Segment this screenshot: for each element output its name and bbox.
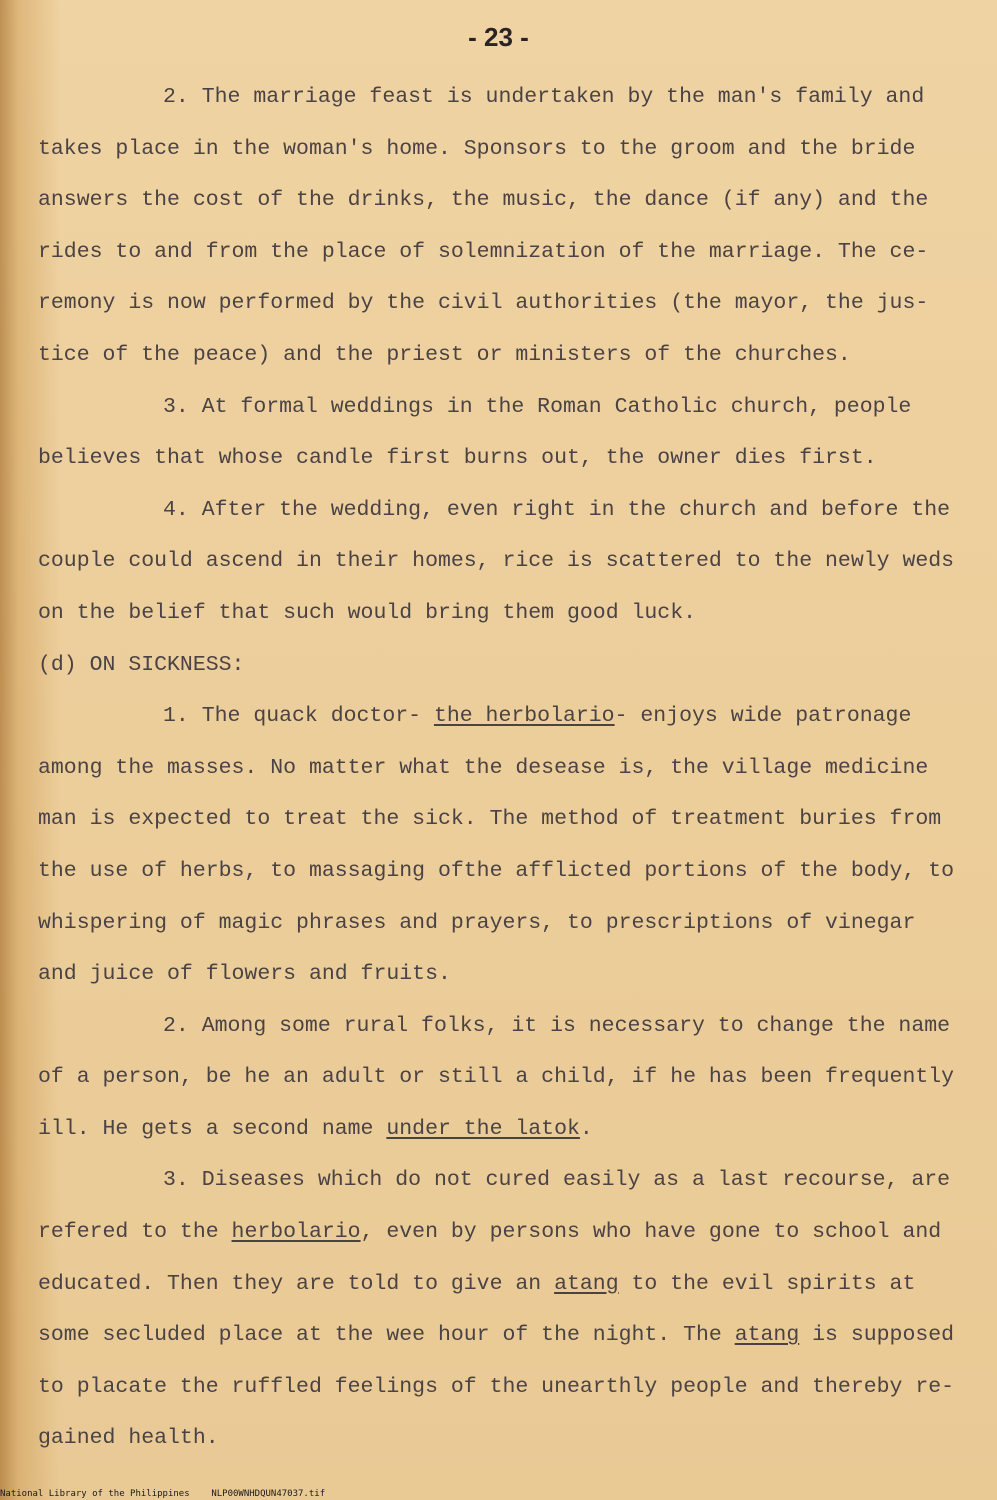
text-segment: is supposed	[799, 1323, 955, 1348]
text-segment: ill. He gets a second name	[38, 1116, 387, 1141]
text-line	[38, 691, 938, 743]
text-line: the use of herbs, to massaging ofthe afflicted portions of the body, to	[38, 858, 955, 883]
text-line: and juice of flowers and fruits.	[38, 962, 451, 987]
text-line	[38, 1259, 938, 1311]
text-line: rides to and from the place of solemnization of the marriage. The ce-	[38, 239, 929, 264]
text-line: man is expected to treat the sick. The method of treatment buries from	[38, 807, 942, 832]
text-line: to placate the ruffled feelings of the unearthly people and thereby re-	[38, 1374, 955, 1399]
text-segment: to the evil spirits at	[618, 1271, 916, 1296]
text-segment: some secluded place at the wee hour of the night. The	[38, 1323, 735, 1348]
text-line: tice of the peace) and the priest or ministers of the churches.	[38, 342, 851, 367]
text-segment: educated. Then they are told to give an	[38, 1271, 555, 1296]
text-line: 2. Among some rural folks, it is necessary to change the name	[163, 1013, 951, 1038]
text-line: whispering of magic phrases and prayers, to prescriptions of vinegar	[38, 910, 916, 935]
text-line: 4. After the wedding, even right in the church and before the	[163, 497, 951, 522]
underlined-term: herbolario	[231, 1220, 361, 1245]
text-line: answers the cost of the drinks, the music, the dance (if any) and the	[38, 188, 929, 213]
text-segment: .	[579, 1116, 593, 1141]
underlined-term: under the latok	[386, 1116, 580, 1141]
scan-footer: National Library of the Philippines NLP00WNHDQUN47037.tif	[0, 1489, 326, 1499]
underlined-term: atang	[554, 1271, 619, 1296]
text-line: remony is now performed by the civil authorities (the mayor, the jus-	[38, 291, 929, 316]
text-line: on the belief that such would bring them good luck.	[38, 600, 697, 625]
text-segment: , even by persons who have gone to school and	[360, 1220, 942, 1245]
text-line: of a person, be he an adult or still a child, if he has been frequently	[38, 1065, 955, 1090]
text-line: gained health.	[38, 1426, 219, 1451]
text-segment: - enjoys wide patronage	[614, 704, 912, 729]
text-line: 3. At formal weddings in the Roman Catholic church, people	[163, 394, 912, 419]
text-segment: 1. The quack doctor-	[163, 704, 434, 729]
page-number: - 23 -	[468, 22, 529, 52]
text-line	[38, 1104, 938, 1156]
text-line: 2. The marriage feast is undertaken by the man's family and	[163, 85, 925, 109]
text-line: takes place in the woman's home. Sponsors to the groom and the bride	[38, 136, 916, 161]
text-line: couple could ascend in their homes, rice is scattered to the newly weds	[38, 549, 955, 574]
text-line: 3. Diseases which do not cured easily as a last recourse, are	[163, 1168, 951, 1193]
text-line: among the masses. No matter what the desease is, the village medicine	[38, 755, 929, 780]
text-line	[38, 1310, 955, 1362]
underlined-term: atang	[734, 1323, 800, 1348]
section-heading: (d) ON SICKNESS:	[38, 652, 245, 677]
text-line: believes that whose candle first burns out, the owner dies first.	[38, 446, 877, 471]
underlined-term: the herbolario	[433, 704, 615, 729]
text-line	[38, 1207, 942, 1259]
text-segment: refered to the	[38, 1220, 232, 1245]
body-text	[38, 72, 955, 1465]
